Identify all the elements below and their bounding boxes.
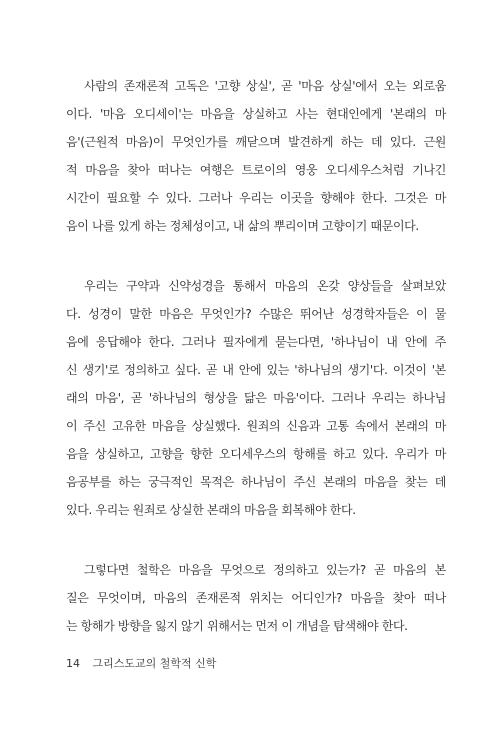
text-line: 음'(근원적 마음)이 무엇인가를 깨닫으며 발견하게 하는 데 있다. 근원 [66,135,446,149]
paragraph-3 [66,556,446,640]
body-text [66,72,446,672]
text-line: 시간이 필요할 수 있다. 그러나 우리는 이곳을 향해야 한다. 그것은 마 [66,191,446,205]
text-line: 있다. 우리는 원죄로 상실한 본래의 마음을 회복해야 한다. [66,503,356,517]
running-title: 그리스도교의 철학적 신학 [92,657,217,670]
page-number: 14 [66,657,80,670]
text-line: 는 항해가 방향을 잃지 않기 위해서는 먼저 이 개념을 탐색해야 한다. [66,619,408,633]
text-line: 사람의 존재론적 고독은 '고향 상실', 곧 '마음 상실'에서 오는 외로움 [84,79,446,93]
text-line: 래의 마음', 곧 '하나님의 형상을 닮은 마음'이다. 그러나 우리는 하나님 [66,391,446,405]
text-line: 음에 응답해야 한다. 그러나 필자에게 묻는다면, '하나님이 내 안에 주 [66,335,446,349]
text-line: 음공부를 하는 궁극적인 목적은 하나님이 주신 본래의 마음을 찾는 데 [66,475,446,489]
text-line: 이 주신 고유한 마음을 상실했다. 원죄의 신음과 고통 속에서 본래의 마 [66,419,446,433]
text-line: 적 마음을 찾아 떠나는 여행은 트로이의 영웅 오디세우스처럼 기나긴 [66,163,446,177]
paragraph-1 [66,72,446,240]
text-line: 질은 무엇이며, 마음의 존재론적 위치는 어디인가? 마음을 찾아 떠나 [66,591,446,605]
paragraph-2 [66,272,446,524]
text-line: 이다. '마음 오디세이'는 마음을 상실하고 사는 현대인에게 '본래의 마 [66,107,446,121]
page-footer [66,657,216,671]
text-line: 다. 성경이 말한 마음은 무엇인가? 수많은 뛰어난 성경학자들은 이 물 [66,307,446,321]
text-line: 음이 나를 있게 하는 정체성이고, 내 삶의 뿌리이며 고향이기 때문이다. [66,219,419,233]
text-line: 그렇다면 철학은 마음을 무엇으로 정의하고 있는가? 곧 마음의 본 [84,563,446,577]
text-line: 음을 상실하고, 고향을 향한 오디세우스의 항해를 하고 있다. 우리가 마 [66,447,446,461]
text-line: 신 생기'로 정의하고 싶다. 곧 내 안에 있는 '하나님의 생기'다. 이것이 '본 [66,363,446,377]
text-line: 우리는 구약과 신약성경을 통해서 마음의 온갖 양상들을 살펴보았 [84,279,446,293]
